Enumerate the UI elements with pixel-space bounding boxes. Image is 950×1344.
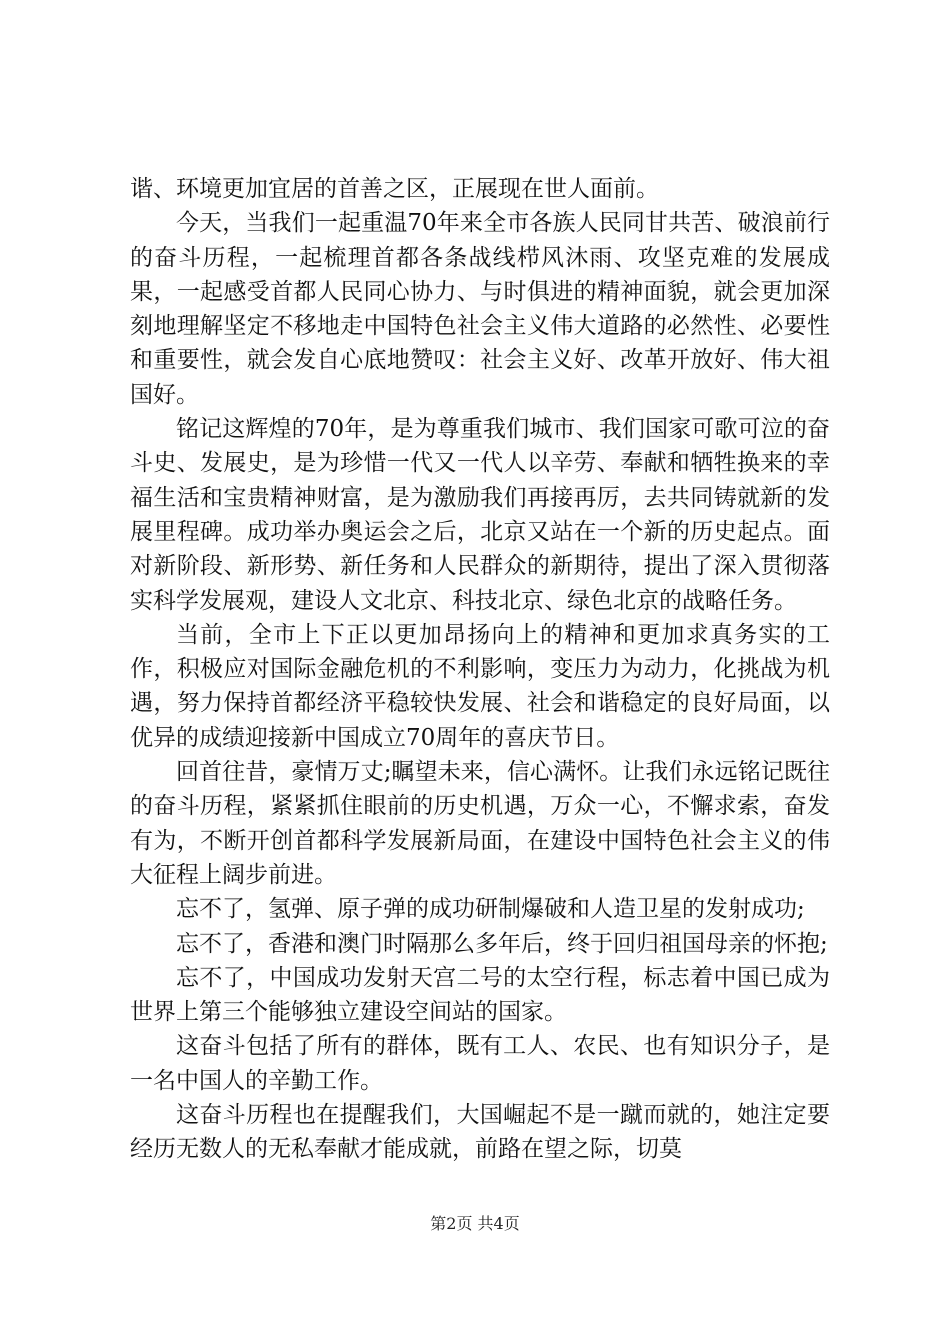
paragraph: 忘不了，氢弹、原子弹的成功研制爆破和人造卫星的发射成功; <box>176 896 805 923</box>
paragraph: 回首往昔，豪情万丈;瞩望未来，信心满怀。让我们永远铭记既往的奋斗历程，紧紧抓住眼前的历史机遇，万众一心，不懈求索，奋发有为，不断开创首都科学发展新局面，在建设中国特色社会主义的伟大征程上阔步前进。 <box>130 759 830 888</box>
document-body <box>130 172 830 1167</box>
page-footer: 第2页 共4页 <box>430 1214 520 1233</box>
paragraph: 当前，全市上下正以更加昂扬向上的精神和更加求真务实的工作，积极应对国际金融危机的不利影响，变压力为动力，化挑战为机遇，努力保持首都经济平稳较快发展、社会和谐稳定的良好局面，以优异的成绩迎接新中国成立70周年的喜庆节日。 <box>130 621 830 751</box>
paragraph: 今天，当我们一起重温70年来全市各族人民同甘共苦、破浪前行的奋斗历程，一起梳理首都各条战线栉风沐雨、攻坚克难的发展成果，一起感受首都人民同心协力、与时俱进的精神面貌，就会更加深刻地理解坚定不移地走中国特色社会主义伟大道路的必然性、必要性和重要性，就会发自心底地赞叹：社会主义好、改革开放好、伟大祖国好。 <box>130 210 830 408</box>
paragraph: 忘不了，中国成功发射天宫二号的太空行程，标志着中国已成为世界上第三个能够独立建设空间站的国家。 <box>130 964 830 1026</box>
paragraph: 这奋斗包括了所有的群体，既有工人、农民、也有知识分子，是一名中国人的辛勤工作。 <box>130 1033 830 1094</box>
paragraph: 忘不了，香港和澳门时隔那么多年后，终于回归祖国母亲的怀抱; <box>176 930 828 957</box>
paragraph-continuation: 谐、环境更加宜居的首善之区，正展现在世人面前。 <box>130 176 659 202</box>
paragraph: 铭记这辉煌的70年，是为尊重我们城市、我们国家可歌可泣的奋斗史、发展史，是为珍惜一代又一代人以辛劳、奉献和牺牲换来的幸福生活和宝贵精神财富，是为激励我们再接再厉，去共同铸就新的发展里程碑。成功举办奥运会之后，北京又站在一个新的历史起点。面对新阶段、新形势、新任务和人民群众的新期待，提出了深入贯彻落实科学发展观，建设人文北京、科技北京、绿色北京的战略任务。 <box>130 416 830 614</box>
paragraph: 这奋斗历程也在提醒我们，大国崛起不是一蹴而就的，她注定要经历无数人的无私奉献才能成就，前路在望之际，切莫 <box>130 1102 830 1163</box>
